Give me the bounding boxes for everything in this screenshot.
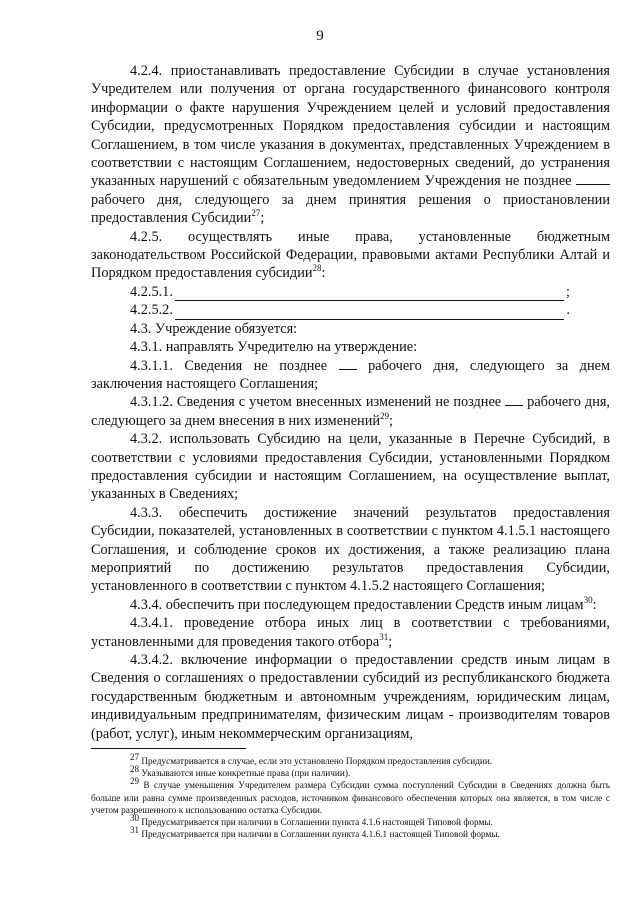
footnote-number: 30	[130, 812, 139, 823]
footnote-number: 29	[130, 776, 139, 787]
footnote-text: Указываются иные конкретные права (при наличии).	[139, 769, 351, 780]
clause-4-3-4-2: 4.3.4.2. включение информации о предоставлении средств иным лицам в Сведения о соглашениях о предоставлении субсидий из республиканского бюджета государственным бюджетным и автономным учреждениям, юридическим лицам, индивидуальным предпринимателям, физическим лицам - производителям товаров (работ, услуг), иным некоммерческим организациям,	[91, 652, 610, 742]
footnote-number: 28	[130, 764, 139, 775]
clause-4-2-4	[91, 62, 610, 228]
footnote-ref: 31	[379, 631, 389, 642]
clause-4-2-5-1	[91, 283, 610, 301]
footnote-number: 27	[130, 751, 139, 762]
page-number: 9	[316, 28, 324, 44]
footnote-text: В случае уменьшения Учредителем размера Субсидии сумма поступлений Субсидии в Сведениях должна быть больше или равна сумме произведенных расходов, источником финансового обеспечения которых она является, в том числе с учетом разрешенного к использованию остатка Субсидии.	[91, 781, 610, 816]
footnote-28	[91, 764, 610, 780]
footnote-ref: 29	[380, 410, 389, 421]
clause-4-3-1: 4.3.1. направлять Учредителю на утверждение:	[130, 339, 418, 356]
clause-4-3: 4.3. Учреждение обязуется:	[130, 320, 298, 337]
clause-4-2-5-text: 4.2.5. осуществлять иные права, установленные бюджетным законодательством Российской Федерации, правовыми актами Республики Алтай и Порядком предоставления субсидии	[91, 228, 610, 282]
footnotes	[91, 751, 610, 841]
clause-4-3-4-text: 4.3.4. обеспечить при последующем предоставлении Средств иным лицам	[130, 596, 584, 613]
footnote-text: Предусматривается в случае, если это установлено Порядком предоставления субсидии.	[139, 757, 493, 767]
clause-4-2-5-2-label: 4.2.5.2.	[130, 302, 173, 319]
footnote-number: 31	[130, 825, 139, 836]
clause-4-3-4-1-end: ;	[388, 633, 393, 650]
footnote-ref: 30	[583, 595, 593, 606]
clause-4-2-4-text-a: 4.2.4. приостанавливать предоставление Субсидии в случае установления Учредителем или получения от органа государственного финансового контроля информации о факте нарушения Учреждением целей и условий предоставления Субсидии, предусмотренных Порядком предоставления субсидии и настоящим Соглашением, в том числе указания в документах, представленных Учреждением в соответствии с настоящим Соглашением, недостоверных сведений, до устранения указанных нарушений с обязательным уведомлением Учреждения не позднее	[91, 63, 610, 190]
clause-4-2-5-1-label: 4.2.5.1.	[130, 283, 173, 300]
footnote-ref: 28	[312, 263, 322, 274]
clause-4-3-1-1	[91, 357, 610, 394]
footnote-text: Предусматривается при наличии в Соглашении пункта 4.1.6.1 настоящей Типовой формы.	[139, 830, 500, 841]
blank-field	[576, 172, 610, 185]
clause-4-3-1-2-end: ;	[389, 412, 393, 429]
clause-4-3-1-1-text-a: 4.3.1.1. Сведения не позднее	[130, 357, 339, 374]
clause-4-2-4-end: ;	[260, 210, 265, 227]
footnote-27	[91, 751, 610, 768]
clause-4-3-1-1-text-b: рабочего дня, следующего за днем заключения настоящего Соглашения;	[91, 357, 610, 392]
blank-line	[175, 287, 564, 301]
clause-4-2-5-2-end: .	[566, 302, 570, 319]
clause-4-2-5-1-end: ;	[566, 283, 570, 300]
blank-field	[339, 357, 357, 370]
footnote-separator	[91, 748, 246, 749]
clause-4-3-1-2-text-b: рабочего дня, следующего за днем внесения в них изменений	[91, 394, 611, 429]
footnote-ref: 27	[251, 208, 261, 219]
clause-4-2-4-text-b: рабочего дня, следующего за днем принятия решения о приостановлении предоставления Субсидии	[91, 191, 610, 227]
clause-4-2-5-end: :	[321, 265, 326, 282]
footnote-31	[91, 825, 610, 841]
clause-4-2-5	[91, 228, 610, 283]
clause-4-2-5-2	[91, 301, 610, 319]
blank-field	[505, 393, 523, 406]
blank-line	[175, 306, 565, 320]
clause-4-3-1-2	[91, 393, 610, 430]
footnote-29	[91, 776, 610, 817]
body-text	[91, 62, 610, 743]
clause-4-3-4-1	[91, 614, 610, 651]
clause-4-3-4-end: :	[592, 596, 597, 613]
clause-4-3-1-2-text-a: 4.3.1.2. Сведения с учетом внесенных изменений не позднее	[130, 394, 506, 411]
clause-4-3-2: 4.3.2. использовать Субсидию на цели, указанные в Перечне Субсидий, в соответствии с условиями предоставления Субсидии, установленными Порядком предоставления субсидии и настоящим Соглашением, на осуществление выплат, указанных в Сведениях;	[91, 431, 610, 503]
clause-4-3-4	[91, 596, 610, 614]
clause-4-3-4-1-text: 4.3.4.1. проведение отбора иных лиц в соответствии с требованиями, установленными для проведения такого отбора	[91, 615, 610, 650]
footnote-30	[91, 812, 610, 829]
footnote-text: Предусматривается при наличии в Соглашении пункта 4.1.6 настоящей Типовой формы.	[139, 818, 493, 829]
clause-4-3-3: 4.3.3. обеспечить достижение значений результатов предоставления Субсидии, показателей, установленных в соответствии с пунктом 4.1.5.1 настоящего Соглашения, и соблюдение сроков их достижения, а также реализацию плана мероприятий по достижению результатов предоставления Субсидии, установленного в соответствии с пунктом 4.1.5.2 настоящего Соглашения;	[91, 504, 610, 595]
